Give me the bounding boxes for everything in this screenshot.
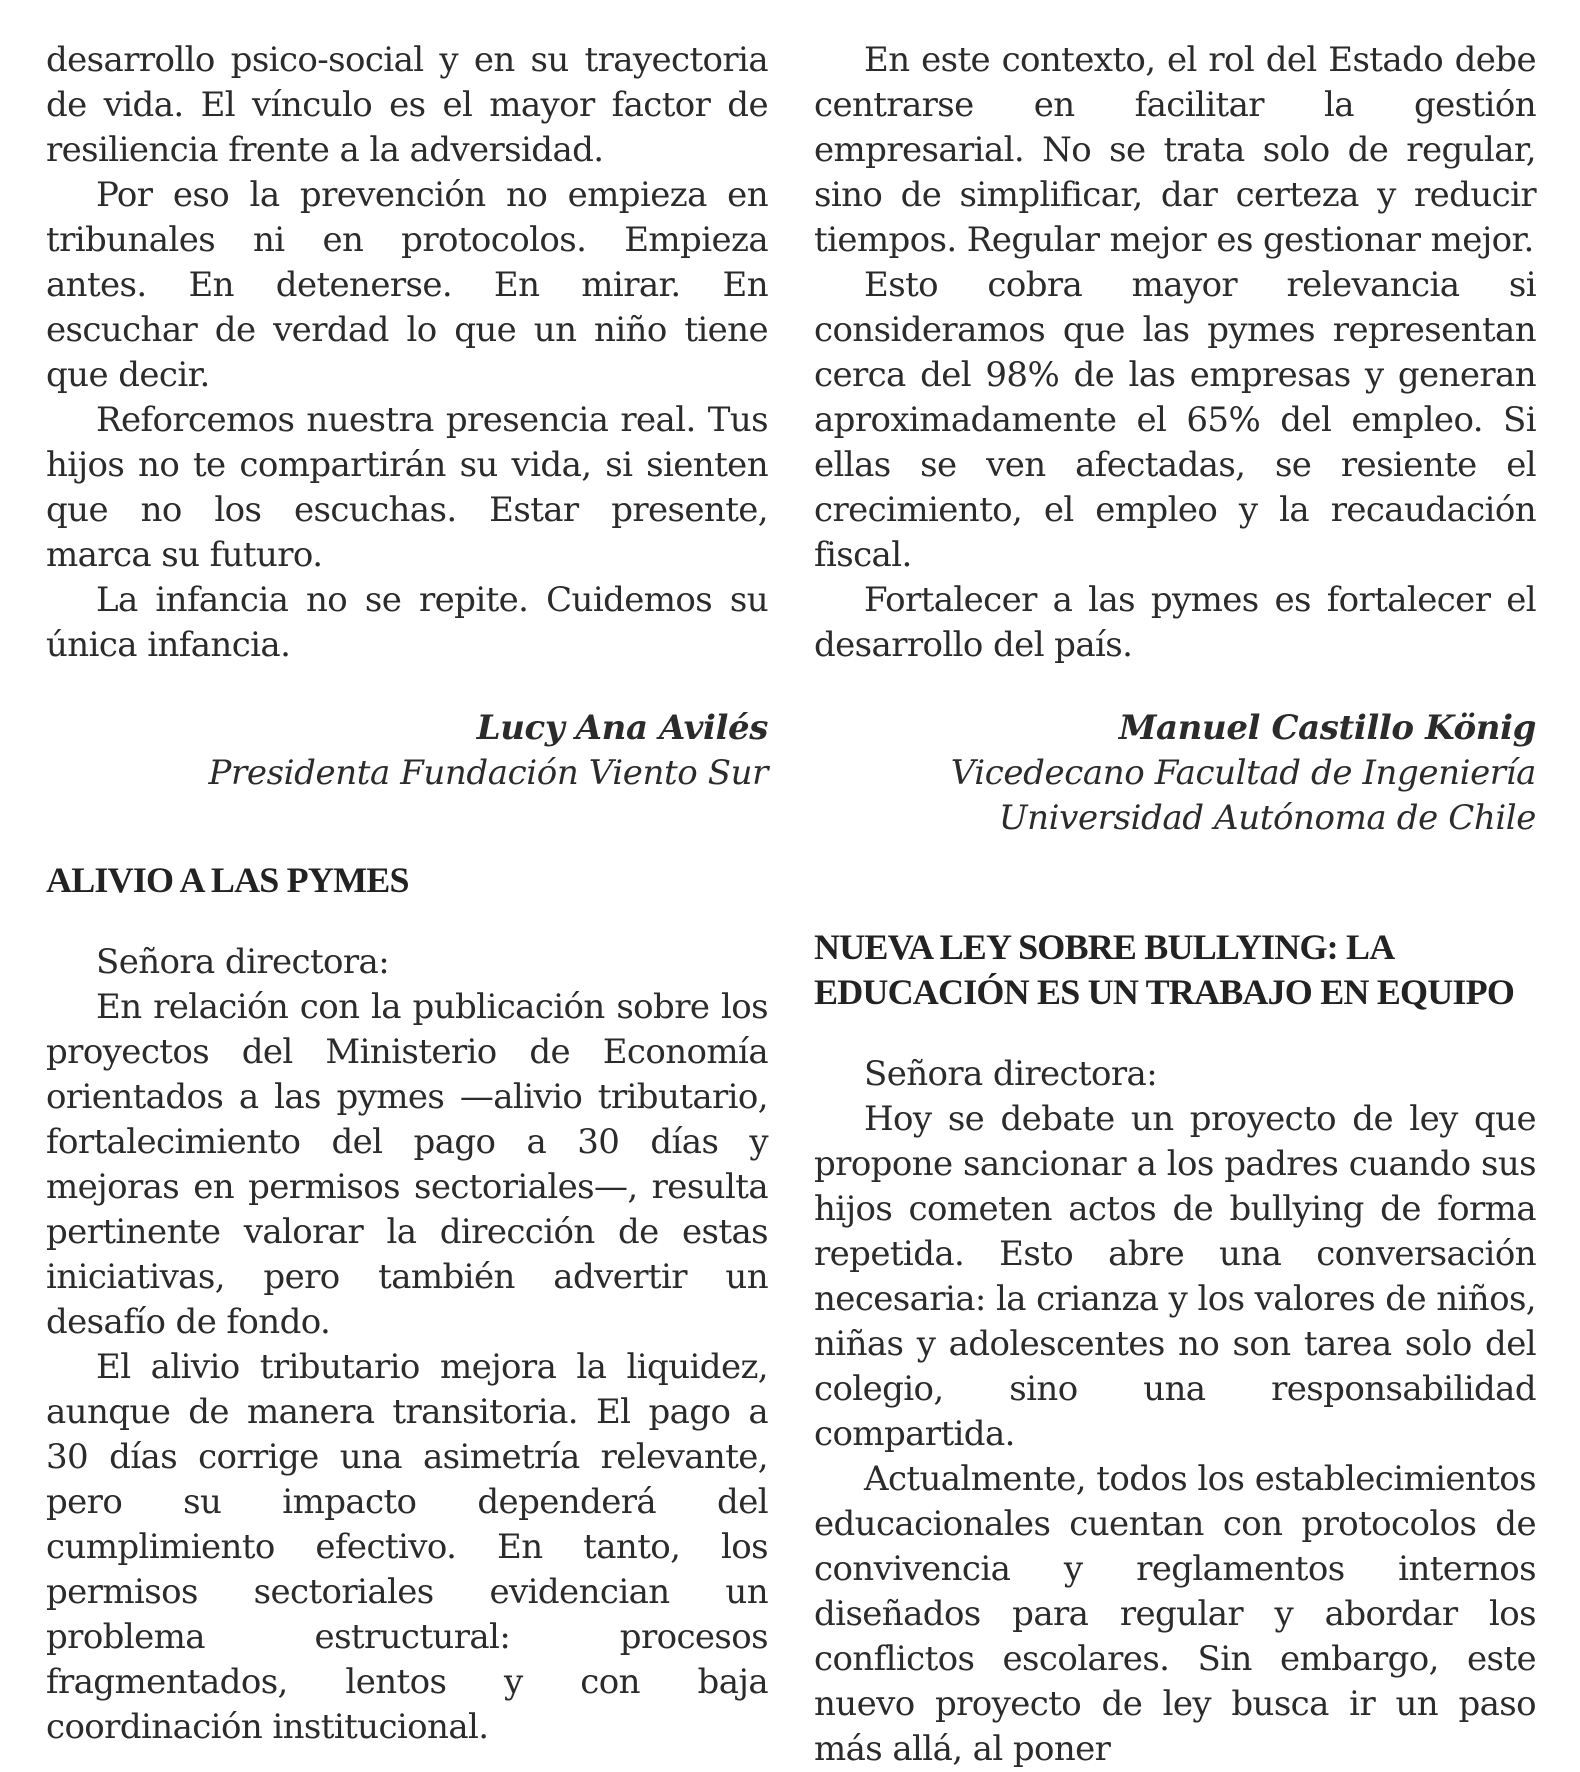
- signature-role: Vicedecano Facultad de Ingeniería: [950, 753, 1536, 793]
- body-paragraph: La infancia no se repite. Cuidemos su única infancia.: [46, 580, 768, 665]
- letter-salutation: Señora directora:: [864, 1054, 1158, 1094]
- signature-role: Presidenta Fundación Viento Sur: [208, 753, 768, 793]
- body-paragraph: Reforcemos nuestra presencia real. Tus hijos no te compartirán su vida, si sienten que no los escuchas. Estar presente, marca su futuro.: [46, 400, 768, 575]
- right-column: [814, 38, 1536, 1772]
- body-paragraph: Por eso la prevención no empieza en tribunales ni en protocolos. Empieza antes. En detenerse. En mirar. En escuchar de verdad lo que un niño tiene que decir.: [46, 175, 768, 395]
- body-paragraph: Esto cobra mayor relevancia si consideramos que las pymes representan cerca del 98% de las empresas y generan aproximadamente el 65% del empleo. Si ellas se ven afectadas, se resiente el crecimiento, el empleo y la recaudación fiscal.: [814, 265, 1536, 575]
- body-paragraph: Fortalecer a las pymes es fortalecer el desarrollo del país.: [814, 580, 1536, 665]
- body-paragraph: Hoy se debate un proyecto de ley que propone sancionar a los padres cuando sus hijos cometen actos de bullying de forma repetida. Esto abre una conversación necesaria: la crianza y los valores de niños, niñas y adolescentes no son tarea solo del colegio, sino una responsabilidad compartida.: [814, 1099, 1536, 1454]
- letter-headline: ALIVIO A LAS PYMES: [46, 860, 409, 900]
- body-paragraph: En relación con la publicación sobre los proyectos del Ministerio de Economía orientados a las pymes —alivio tributario, fortalecimiento del pago a 30 días y mejoras en permisos sectoriales—, resulta pertinente valorar la dirección de estas iniciativas, pero también advertir un desafío de fondo.: [46, 987, 768, 1342]
- letter-salutation: Señora directora:: [96, 942, 390, 982]
- signature-affiliation: Universidad Autónoma de Chile: [998, 798, 1536, 838]
- signature-name: Lucy Ana Avilés: [476, 708, 768, 748]
- letter-headline: NUEVA LEY SOBRE BULLYING: LA EDUCACIÓN ES UN TRABAJO EN EQUIPO: [814, 927, 1515, 1012]
- body-paragraph: desarrollo psico-social y en su trayectoria de vida. El vínculo es el mayor factor de resiliencia frente a la adversidad.: [46, 40, 768, 170]
- signature-name: Manuel Castillo König: [1118, 708, 1536, 748]
- body-paragraph: El alivio tributario mejora la liquidez, aunque de manera transitoria. El pago a 30 días corrige una asimetría relevante, pero su impacto dependerá del cumplimiento efectivo. En tanto, los permisos sectoriales evidencian un problema estructural: procesos fragmentados, lentos y con baja coordinación institucional.: [46, 1347, 768, 1747]
- body-paragraph: En este contexto, el rol del Estado debe centrarse en facilitar la gestión empresarial. No se trata solo de regular, sino de simplificar, dar certeza y reducir tiempos. Regular mejor es gestionar mejor.: [814, 40, 1536, 260]
- left-column: [46, 38, 768, 1750]
- body-paragraph: Actualmente, todos los establecimientos educacionales cuentan con protocolos de convivencia y reglamentos internos diseñados para regular y abordar los conflictos escolares. Sin embargo, este nuevo proyecto de ley busca ir un paso más allá, al poner: [814, 1459, 1536, 1769]
